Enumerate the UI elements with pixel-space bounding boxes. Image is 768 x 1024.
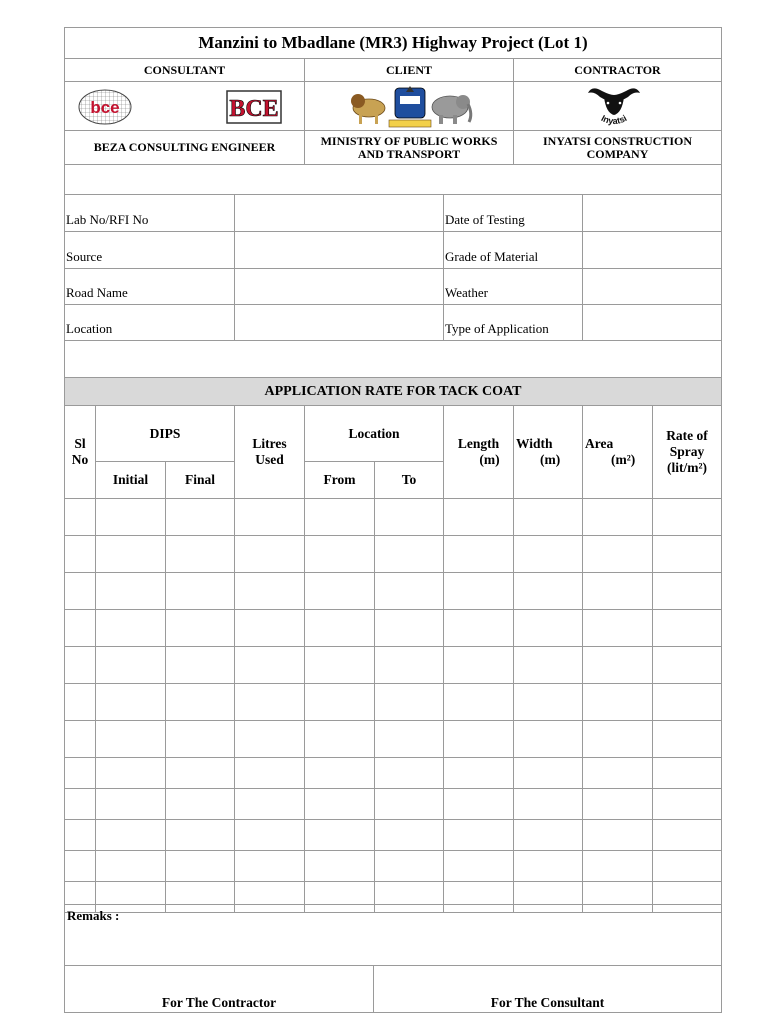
table-cell[interactable]: [304, 572, 375, 610]
dips-header: DIPS: [95, 405, 235, 462]
length-text: Length: [457, 436, 500, 451]
consultant-heading: CONSULTANT: [64, 58, 305, 82]
grade-of-material-label: Grade of Material: [443, 231, 583, 269]
table-cell[interactable]: [165, 646, 235, 684]
table-cell[interactable]: [443, 498, 514, 536]
type-of-application-label: Type of Application: [443, 304, 583, 341]
table-cell[interactable]: [443, 720, 514, 758]
table-cell[interactable]: [64, 683, 96, 721]
table-cell[interactable]: [95, 535, 166, 573]
road-name-field[interactable]: [234, 268, 444, 305]
date-of-testing-field[interactable]: [582, 194, 722, 232]
table-cell[interactable]: [443, 850, 514, 882]
table-cell[interactable]: [582, 535, 653, 573]
table-cell[interactable]: [652, 646, 722, 684]
weather-label: Weather: [443, 268, 583, 305]
table-cell[interactable]: [374, 609, 444, 647]
for-contractor-label: For The Contractor: [161, 995, 277, 1010]
table-cell[interactable]: [95, 646, 166, 684]
table-cell[interactable]: [95, 819, 166, 851]
table-cell[interactable]: [234, 757, 305, 789]
table-cell[interactable]: [64, 720, 96, 758]
table-cell[interactable]: [443, 609, 514, 647]
table-cell[interactable]: [513, 850, 583, 882]
for-consultant-label: For The Consultant: [490, 995, 605, 1010]
table-cell[interactable]: [652, 572, 722, 610]
table-cell[interactable]: [64, 819, 96, 851]
table-cell[interactable]: [165, 788, 235, 820]
consultant-name: BEZA CONSULTING ENGINEER: [64, 130, 305, 165]
table-cell[interactable]: [513, 535, 583, 573]
type-of-application-field[interactable]: [582, 304, 722, 341]
table-cell[interactable]: [443, 788, 514, 820]
table-cell[interactable]: [304, 683, 375, 721]
table-cell[interactable]: [95, 683, 166, 721]
table-cell[interactable]: [64, 850, 96, 882]
bce-small-text: bce: [90, 98, 120, 117]
table-cell[interactable]: [374, 572, 444, 610]
table-cell[interactable]: [652, 683, 722, 721]
table-cell[interactable]: [95, 498, 166, 536]
table-cell[interactable]: [652, 819, 722, 851]
table-cell[interactable]: [304, 819, 375, 851]
table-cell[interactable]: [165, 498, 235, 536]
table-cell[interactable]: [443, 572, 514, 610]
for-consultant-cell: [373, 965, 722, 1013]
remarks-label: Remaks :: [67, 908, 120, 923]
table-cell[interactable]: [64, 498, 96, 536]
table-cell[interactable]: [582, 757, 653, 789]
table-cell[interactable]: [165, 535, 235, 573]
inyatsi-buffalo-logo: [584, 83, 644, 131]
from-header: From: [304, 461, 375, 499]
project-title: Manzini to Mbadlane (MR3) Highway Project (Lot 1): [198, 33, 588, 52]
table-cell[interactable]: [234, 683, 305, 721]
table-cell[interactable]: [582, 720, 653, 758]
table-cell[interactable]: [513, 572, 583, 610]
table-cell[interactable]: [374, 683, 444, 721]
bce-circle-logo: [77, 88, 139, 126]
table-cell[interactable]: [513, 819, 583, 851]
table-cell[interactable]: [234, 819, 305, 851]
table-cell[interactable]: [165, 720, 235, 758]
bce-large-text: BCE: [229, 96, 279, 122]
table-cell[interactable]: [64, 757, 96, 789]
table-cell[interactable]: [374, 850, 444, 882]
remarks-cell[interactable]: [64, 904, 722, 966]
table-cell[interactable]: [234, 850, 305, 882]
table-cell[interactable]: [234, 788, 305, 820]
table-cell[interactable]: [582, 819, 653, 851]
table-cell[interactable]: [165, 850, 235, 882]
table-cell[interactable]: [652, 498, 722, 536]
table-cell[interactable]: [95, 850, 166, 882]
sl-header-text: Sl: [74, 436, 86, 451]
svg-text:Inyatsi: [600, 113, 629, 126]
table-cell[interactable]: [652, 788, 722, 820]
location-label: Location: [64, 304, 235, 341]
project-title-cell: [64, 27, 722, 59]
area-header: [582, 405, 653, 499]
source-field[interactable]: [234, 231, 444, 269]
table-cell[interactable]: [234, 498, 305, 536]
road-name-label: Road Name: [64, 268, 235, 305]
table-cell[interactable]: [234, 646, 305, 684]
section-title: APPLICATION RATE FOR TACK COAT: [64, 377, 722, 406]
grade-of-material-field[interactable]: [582, 231, 722, 269]
table-cell[interactable]: [443, 819, 514, 851]
table-cell[interactable]: [652, 609, 722, 647]
table-cell[interactable]: [95, 720, 166, 758]
table-cell[interactable]: [64, 646, 96, 684]
table-cell[interactable]: [443, 646, 514, 684]
table-cell[interactable]: [304, 535, 375, 573]
table-cell[interactable]: [95, 788, 166, 820]
used-text: Used: [255, 452, 284, 467]
area-text: Area: [585, 436, 614, 451]
rate-line1: Rate of: [666, 428, 708, 443]
table-cell[interactable]: [374, 788, 444, 820]
client-logo-cell: [304, 81, 514, 131]
table-cell[interactable]: [374, 646, 444, 684]
rate-line2: Spray: [669, 444, 705, 459]
width-header: [513, 405, 583, 499]
client-heading: CLIENT: [304, 58, 514, 82]
table-cell[interactable]: [304, 609, 375, 647]
weather-field[interactable]: [582, 268, 722, 305]
table-cell[interactable]: [582, 609, 653, 647]
table-cell[interactable]: [582, 683, 653, 721]
table-cell[interactable]: [304, 757, 375, 789]
table-cell[interactable]: [374, 535, 444, 573]
swaziland-coat-of-arms-icon: [345, 84, 475, 130]
table-cell[interactable]: [95, 609, 166, 647]
table-cell[interactable]: [234, 572, 305, 610]
no-header-text: No: [71, 452, 89, 467]
table-cell[interactable]: [304, 720, 375, 758]
table-cell[interactable]: [374, 757, 444, 789]
table-cell[interactable]: [513, 757, 583, 789]
table-cell[interactable]: [304, 850, 375, 882]
table-cell[interactable]: [165, 819, 235, 851]
table-cell[interactable]: [513, 683, 583, 721]
table-cell[interactable]: [443, 757, 514, 789]
final-header: Final: [165, 461, 235, 499]
table-cell[interactable]: [304, 498, 375, 536]
rate-of-spray-header: [652, 405, 722, 499]
table-cell[interactable]: [652, 720, 722, 758]
table-cell[interactable]: [513, 498, 583, 536]
lab-no-field[interactable]: [234, 194, 444, 232]
date-of-testing-label: Date of Testing: [443, 194, 583, 232]
litres-used-header: [234, 405, 305, 499]
rate-line3: (lit/m²): [666, 460, 708, 475]
table-cell[interactable]: [165, 683, 235, 721]
location-field[interactable]: [234, 304, 444, 341]
table-cell[interactable]: [234, 720, 305, 758]
for-contractor-cell: [64, 965, 374, 1013]
table-cell[interactable]: [513, 609, 583, 647]
table-cell[interactable]: [374, 819, 444, 851]
bce-box-logo: [226, 90, 284, 126]
table-cell[interactable]: [652, 535, 722, 573]
table-cell[interactable]: [513, 720, 583, 758]
inyatsi-logo-text: Inyatsi: [599, 113, 629, 127]
table-cell[interactable]: [582, 498, 653, 536]
table-cell[interactable]: [582, 572, 653, 610]
source-label: Source: [64, 231, 235, 269]
initial-header: Initial: [95, 461, 166, 499]
width-unit: (m): [540, 452, 561, 467]
length-header: [443, 405, 514, 499]
table-cell[interactable]: [582, 788, 653, 820]
blank-row: [64, 164, 722, 195]
contractor-heading: CONTRACTOR: [513, 58, 722, 82]
contractor-name: INYATSI CONSTRUCTION COMPANY: [513, 130, 722, 165]
lab-no-label: Lab No/RFI No: [64, 194, 235, 232]
table-cell[interactable]: [165, 757, 235, 789]
table-cell[interactable]: [304, 646, 375, 684]
to-header: To: [374, 461, 444, 499]
table-cell[interactable]: [95, 572, 166, 610]
table-cell[interactable]: [64, 788, 96, 820]
width-text: Width: [516, 436, 553, 451]
location-header: Location: [304, 405, 444, 462]
litres-text: Litres: [252, 436, 287, 451]
table-cell[interactable]: [443, 535, 514, 573]
table-cell[interactable]: [374, 498, 444, 536]
table-cell[interactable]: [374, 720, 444, 758]
table-cell[interactable]: [165, 572, 235, 610]
sl-no-header: [64, 405, 96, 499]
consultant-logo-cell: [64, 81, 305, 131]
client-name: MINISTRY OF PUBLIC WORKS AND TRANSPORT: [304, 130, 514, 165]
table-cell[interactable]: [582, 646, 653, 684]
table-cell[interactable]: [165, 609, 235, 647]
table-cell[interactable]: [95, 757, 166, 789]
area-unit: (m²): [611, 452, 636, 467]
table-cell[interactable]: [443, 683, 514, 721]
contractor-logo-cell: [513, 81, 722, 131]
table-cell[interactable]: [652, 850, 722, 882]
table-cell[interactable]: [652, 757, 722, 789]
table-cell[interactable]: [64, 572, 96, 610]
table-cell[interactable]: [64, 535, 96, 573]
length-unit: (m): [479, 452, 500, 467]
blank-row-2: [64, 340, 722, 378]
table-cell[interactable]: [304, 788, 375, 820]
table-cell[interactable]: [513, 646, 583, 684]
table-cell[interactable]: [234, 535, 305, 573]
table-cell[interactable]: [513, 788, 583, 820]
table-cell[interactable]: [64, 609, 96, 647]
table-cell[interactable]: [582, 850, 653, 882]
table-cell[interactable]: [234, 609, 305, 647]
